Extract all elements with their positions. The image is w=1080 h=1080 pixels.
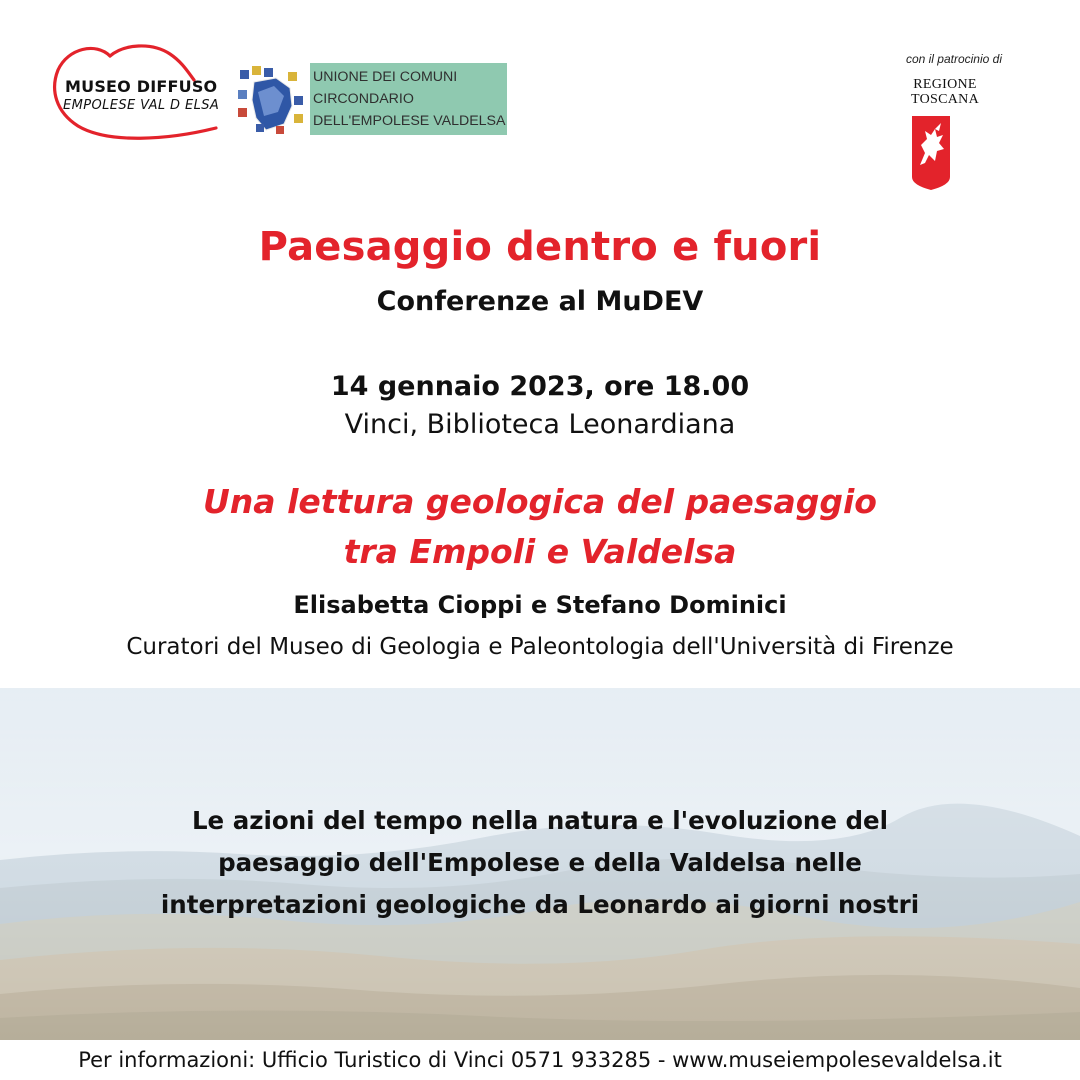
speakers-role: Curatori del Museo di Geologia e Paleontologia dell'Università di Firenze xyxy=(126,634,954,660)
unione-logo-line: DELL'EMPOLESE VALDELSA xyxy=(313,113,506,129)
regione-toscana-wordmark xyxy=(900,77,990,107)
abstract-line: interpretazioni geologiche da Leonardo ai giorni nostri xyxy=(160,890,920,919)
abstract-line: paesaggio dell'Empolese e della Valdelsa nelle xyxy=(218,848,862,877)
event-subtitle: Conferenze al MuDEV xyxy=(376,286,704,317)
pegasus-shield-icon xyxy=(911,115,951,191)
event-date: 14 gennaio 2023, ore 18.00 xyxy=(330,371,750,402)
patrocinio-label: con il patrocinio di xyxy=(905,52,1002,66)
museo-logo-line2: EMPOLESE VAL D ELSA xyxy=(63,98,220,113)
speakers: Elisabetta Cioppi e Stefano Dominici xyxy=(293,591,787,619)
lecture-title-line: Una lettura geologica del paesaggio xyxy=(203,482,877,521)
abstract-text xyxy=(0,800,1080,926)
museo-diffuso-logo xyxy=(48,40,224,142)
regione-line: REGIONE xyxy=(913,77,977,92)
circondario-map-icon xyxy=(236,64,308,136)
unione-logo-line: CIRCONDARIO xyxy=(313,91,414,107)
abstract-line: Le azioni del tempo nella natura e l'evoluzione del xyxy=(191,806,889,835)
regione-line: TOSCANA xyxy=(911,92,979,107)
event-venue: Vinci, Biblioteca Leonardiana xyxy=(344,409,736,440)
lecture-title-line: tra Empoli e Valdelsa xyxy=(343,532,737,571)
unione-comuni-logo xyxy=(310,63,507,135)
museo-logo-line1: MUSEO DIFFUSO xyxy=(65,77,218,96)
event-title: Paesaggio dentro e fuori xyxy=(258,224,822,270)
unione-logo-line: UNIONE DEI COMUNI xyxy=(313,69,458,85)
footer-info: Per informazioni: Ufficio Turistico di Vinci 0571 933285 - www.museiempolesevaldelsa.it xyxy=(0,1040,1080,1080)
lecture-title xyxy=(0,477,1080,577)
